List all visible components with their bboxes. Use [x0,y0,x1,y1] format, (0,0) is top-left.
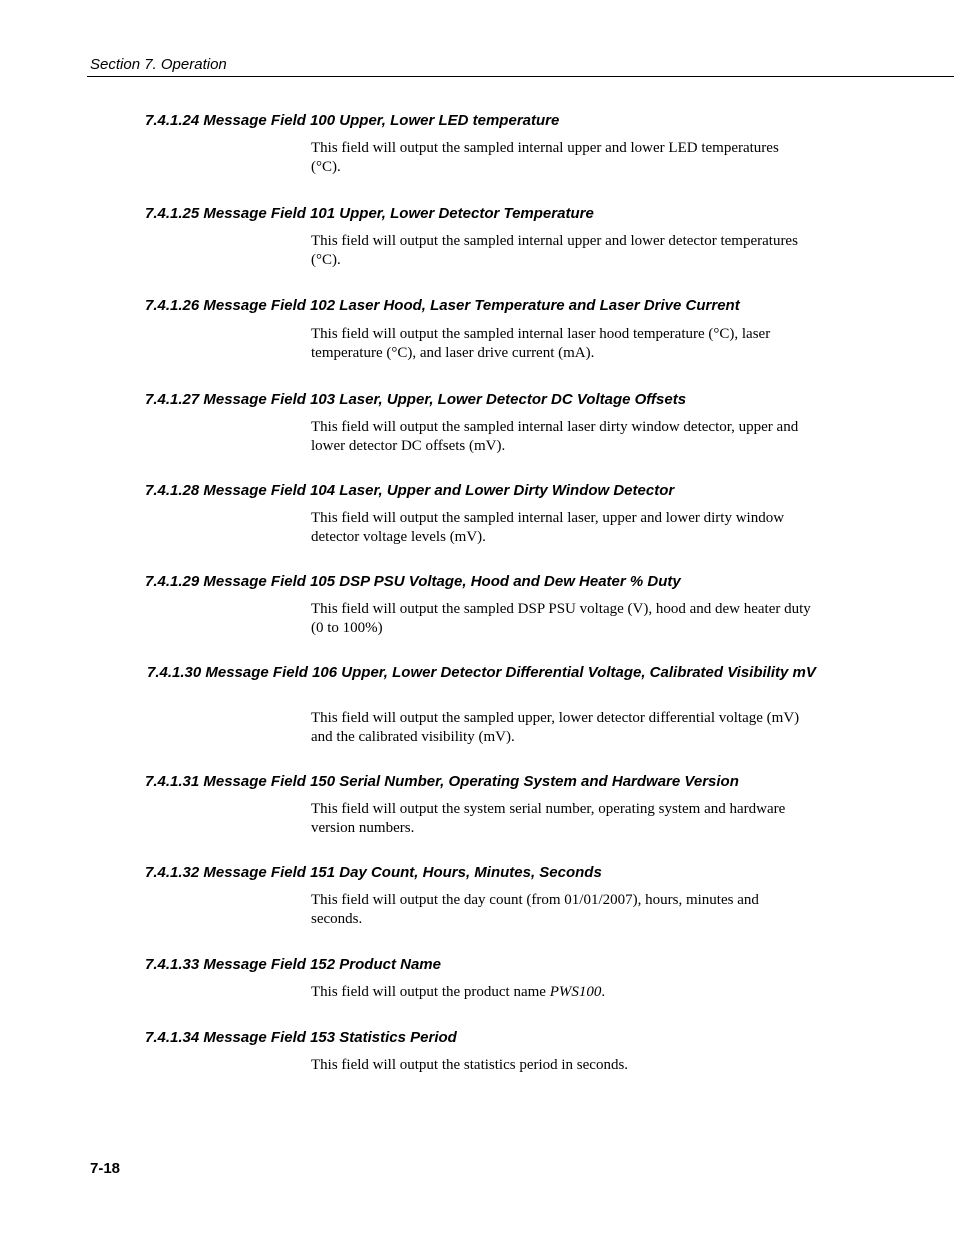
running-header: Section 7. Operation [90,56,227,73]
section-body-7-4-1-32: This field will output the day count (from 01/01/2007), hours, minutes and seconds. [311,892,759,927]
section-body-7-4-1-25: This field will output the sampled internal upper and lower detector temperatures (°C). [311,233,798,268]
product-name-value: PWS100 [549,984,602,1000]
section-heading-7-4-1-26: 7.4.1.26 Message Field 102 Laser Hood, Laser Temperature and Laser Drive Current [145,297,740,314]
section-body-7-4-1-27: This field will output the sampled internal laser dirty window detector, upper and lower detector DC offsets (mV). [311,419,799,454]
section-heading-7-4-1-31: 7.4.1.31 Message Field 150 Serial Number, Operating System and Hardware Version [145,773,739,790]
section-heading-7-4-1-29: 7.4.1.29 Message Field 105 DSP PSU Voltage, Hood and Dew Heater % Duty [145,573,681,590]
section-heading-7-4-1-28: 7.4.1.28 Message Field 104 Laser, Upper and Lower Dirty Window Detector [145,482,675,499]
section-body-7-4-1-33 [311,983,811,1002]
section-body-7-4-1-31: This field will output the system serial number, operating system and hardware version numbers. [311,801,786,836]
header-rule [87,76,954,77]
section-body-7-4-1-28: This field will output the sampled internal laser, upper and lower dirty window detector voltage levels (mV). [311,510,785,545]
section-heading-7-4-1-32: 7.4.1.32 Message Field 151 Day Count, Hours, Minutes, Seconds [145,864,602,881]
section-body-7-4-1-30: This field will output the sampled upper, lower detector differential voltage (mV) and the calibrated visibility (mV). [311,710,800,745]
section-heading-7-4-1-27: 7.4.1.27 Message Field 103 Laser, Upper, Lower Detector DC Voltage Offsets [145,391,687,408]
section-heading-7-4-1-24: 7.4.1.24 Message Field 100 Upper, Lower LED temperature [145,112,560,129]
section-heading-7-4-1-34: 7.4.1.34 Message Field 153 Statistics Period [145,1029,457,1046]
product-name-prefix: This field will output the product name [311,984,550,1000]
section-body-7-4-1-29: This field will output the sampled DSP PSU voltage (V), hood and dew heater duty (0 to 100%) [311,601,811,636]
section-heading-7-4-1-25: 7.4.1.25 Message Field 101 Upper, Lower Detector Temperature [145,205,594,222]
page-number: 7-18 [90,1160,121,1177]
section-heading-7-4-1-33: 7.4.1.33 Message Field 152 Product Name [145,956,441,973]
product-name-suffix: . [601,984,606,1000]
section-heading-7-4-1-30: 7.4.1.30 Message Field 106 Upper, Lower Detector Differential Voltage, Calibrated Visibility mV [147,664,816,681]
section-body-7-4-1-34: This field will output the statistics period in seconds. [311,1057,629,1073]
section-body-7-4-1-26: This field will output the sampled internal laser hood temperature (°C), laser temperature (°C), and laser drive current (mA). [311,326,771,361]
section-body-7-4-1-24: This field will output the sampled internal upper and lower LED temperatures (°C). [311,140,779,175]
